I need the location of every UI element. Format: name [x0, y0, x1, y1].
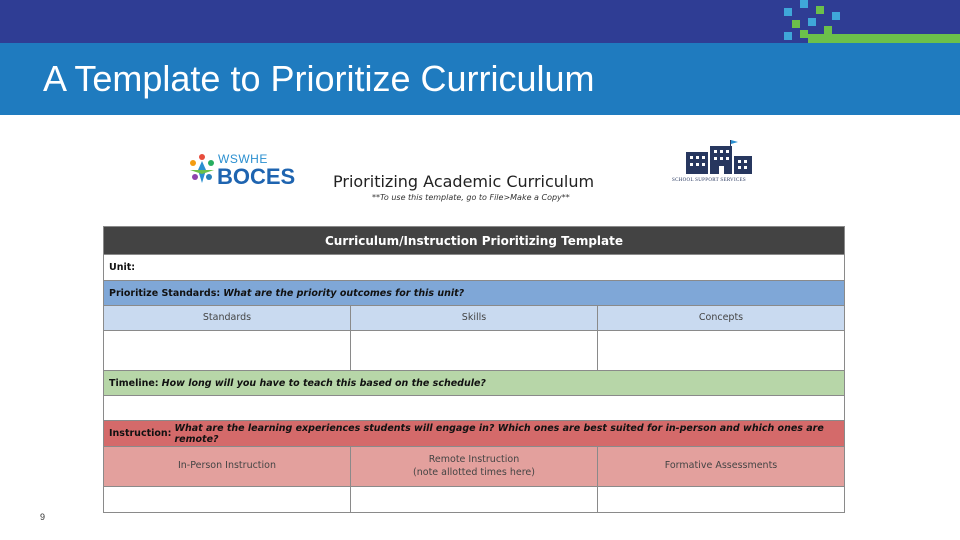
column-remote-instruction	[351, 447, 598, 486]
school-support-services-logo	[672, 138, 762, 188]
slide-title: A Template to Prioritize Curriculum	[43, 58, 595, 99]
school-support-text: SCHOOL SUPPORT SERVICES	[672, 178, 746, 183]
document-title: Prioritizing Academic Curriculum	[333, 172, 595, 191]
unit-label: Unit:	[109, 262, 136, 273]
standards-columns-row	[104, 306, 844, 331]
document-subtitle: **To use this template, go to File>Make a Copy**	[372, 193, 570, 202]
remote-cell[interactable]	[351, 487, 598, 512]
skills-cell[interactable]	[351, 331, 598, 370]
wswhe-text: WSWHE	[218, 152, 268, 166]
standards-empty-row	[104, 331, 844, 371]
boces-text: BOCES	[217, 164, 296, 189]
column-concepts: Concepts	[698, 311, 744, 323]
column-formative-assessments: Formative Assessments	[664, 460, 778, 472]
timeline-empty-row[interactable]	[104, 396, 844, 421]
unit-row	[104, 255, 844, 281]
column-standards: Standards	[104, 306, 351, 330]
concepts-cell[interactable]	[598, 331, 844, 370]
standards-section-row	[104, 281, 844, 306]
standards-question: What are the priority outcomes for this unit?	[223, 287, 465, 299]
timeline-question: How long will you have to teach this based on the schedule?	[161, 377, 486, 389]
column-in-person-instruction: In-Person Instruction	[104, 447, 351, 486]
instruction-label: Instruction:	[109, 428, 172, 439]
formative-cell[interactable]	[598, 487, 844, 512]
column-skills: Skills	[351, 306, 598, 330]
standards-cell[interactable]	[104, 331, 351, 370]
table-header: Curriculum/Instruction Prioritizing Template	[104, 227, 844, 255]
prioritizing-template-table	[103, 226, 845, 513]
school-building-icon	[680, 138, 760, 176]
star-people-icon	[186, 150, 218, 190]
instruction-columns-row	[104, 447, 844, 487]
timeline-label: Timeline:	[109, 377, 159, 389]
instruction-empty-row	[104, 487, 844, 512]
wswhe-boces-logo	[186, 150, 296, 192]
timeline-section-row	[104, 371, 844, 396]
page-number: 9	[40, 512, 46, 522]
instruction-question: What are the learning experiences students will engage in? Which ones are best suited for in-person and which ones are remote?	[174, 422, 824, 445]
standards-label: Prioritize Standards:	[109, 287, 221, 299]
in-person-cell[interactable]	[104, 487, 351, 512]
remote-instruction-note: (note allotted times here)	[413, 466, 535, 478]
remote-instruction-label: Remote Instruction	[428, 453, 520, 465]
instruction-section-row	[104, 421, 844, 447]
